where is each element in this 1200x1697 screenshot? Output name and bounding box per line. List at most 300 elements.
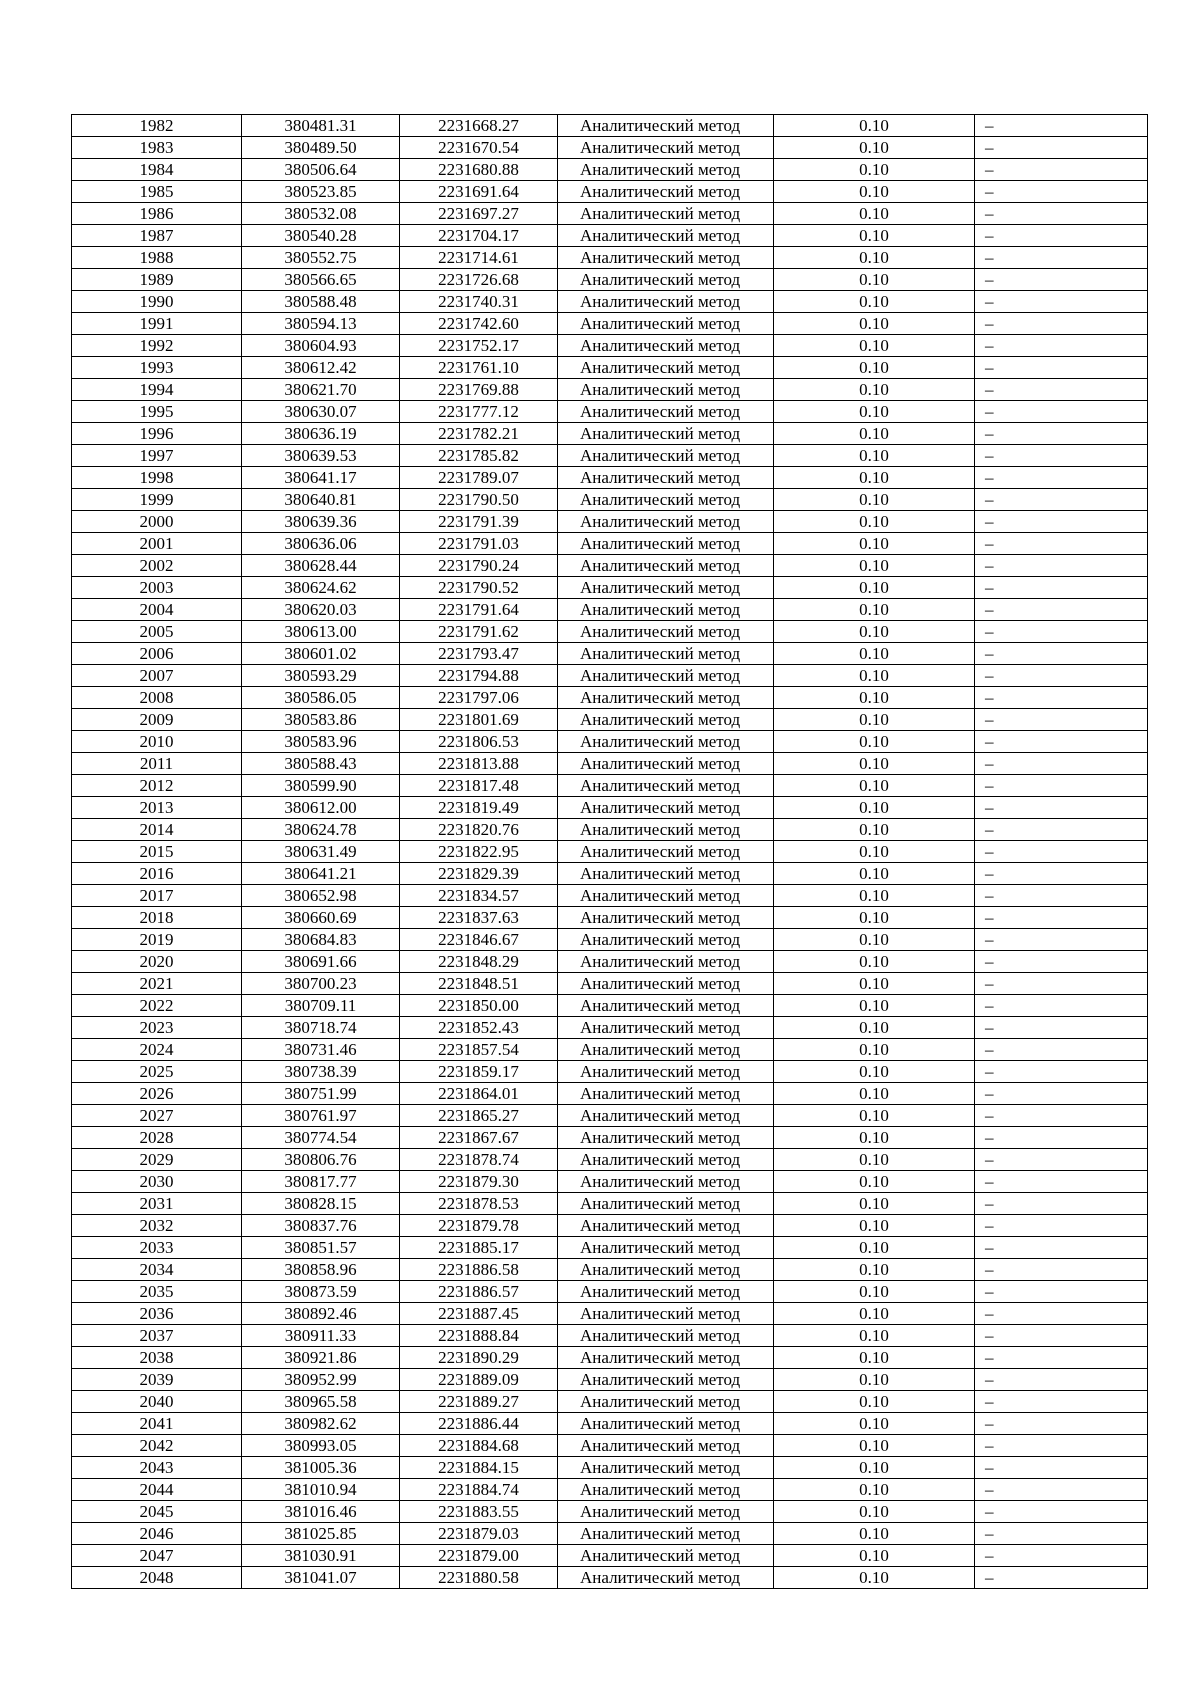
accuracy-cell: 0.10 [774,533,975,555]
table-row [72,819,1148,841]
method-cell: Аналитический метод [558,687,774,709]
y-coordinate-cell: 2231887.45 [400,1303,558,1325]
x-coordinate-cell: 380774.54 [242,1127,400,1149]
method-cell: Аналитический метод [558,731,774,753]
y-coordinate-cell: 2231879.00 [400,1545,558,1567]
note-cell: – [975,203,1148,225]
method-cell: Аналитический метод [558,1039,774,1061]
y-coordinate-cell: 2231740.31 [400,291,558,313]
x-coordinate-cell: 380624.78 [242,819,400,841]
accuracy-cell: 0.10 [774,1281,975,1303]
x-coordinate-cell: 380624.62 [242,577,400,599]
note-cell: – [975,1149,1148,1171]
method-cell: Аналитический метод [558,137,774,159]
method-cell: Аналитический метод [558,907,774,929]
note-cell: – [975,379,1148,401]
accuracy-cell: 0.10 [774,1567,975,1589]
method-cell: Аналитический метод [558,225,774,247]
accuracy-cell: 0.10 [774,819,975,841]
accuracy-cell: 0.10 [774,1501,975,1523]
method-cell: Аналитический метод [558,885,774,907]
note-cell: – [975,1083,1148,1105]
accuracy-cell: 0.10 [774,929,975,951]
x-coordinate-cell: 380621.70 [242,379,400,401]
method-cell: Аналитический метод [558,951,774,973]
method-cell: Аналитический метод [558,335,774,357]
accuracy-cell: 0.10 [774,731,975,753]
point-number-cell: 1998 [72,467,242,489]
table-row [72,159,1148,181]
x-coordinate-cell: 380588.48 [242,291,400,313]
accuracy-cell: 0.10 [774,1479,975,1501]
accuracy-cell: 0.10 [774,1369,975,1391]
x-coordinate-cell: 380631.49 [242,841,400,863]
table-row [72,973,1148,995]
y-coordinate-cell: 2231852.43 [400,1017,558,1039]
note-cell: – [975,313,1148,335]
y-coordinate-cell: 2231726.68 [400,269,558,291]
x-coordinate-cell: 380583.96 [242,731,400,753]
point-number-cell: 1986 [72,203,242,225]
x-coordinate-cell: 380628.44 [242,555,400,577]
table-row [72,1545,1148,1567]
note-cell: – [975,841,1148,863]
point-number-cell: 2044 [72,1479,242,1501]
table-row [72,203,1148,225]
y-coordinate-cell: 2231850.00 [400,995,558,1017]
x-coordinate-cell: 381010.94 [242,1479,400,1501]
accuracy-cell: 0.10 [774,1105,975,1127]
point-number-cell: 2027 [72,1105,242,1127]
accuracy-cell: 0.10 [774,665,975,687]
point-number-cell: 1987 [72,225,242,247]
y-coordinate-cell: 2231886.58 [400,1259,558,1281]
x-coordinate-cell: 380641.21 [242,863,400,885]
accuracy-cell: 0.10 [774,511,975,533]
y-coordinate-cell: 2231769.88 [400,379,558,401]
x-coordinate-cell: 380552.75 [242,247,400,269]
note-cell: – [975,1259,1148,1281]
x-coordinate-cell: 380652.98 [242,885,400,907]
y-coordinate-cell: 2231879.30 [400,1171,558,1193]
method-cell: Аналитический метод [558,1347,774,1369]
x-coordinate-cell: 381005.36 [242,1457,400,1479]
note-cell: – [975,335,1148,357]
note-cell: – [975,1193,1148,1215]
accuracy-cell: 0.10 [774,291,975,313]
method-cell: Аналитический метод [558,709,774,731]
y-coordinate-cell: 2231885.17 [400,1237,558,1259]
x-coordinate-cell: 380586.05 [242,687,400,709]
x-coordinate-cell: 380639.53 [242,445,400,467]
point-number-cell: 2036 [72,1303,242,1325]
accuracy-cell: 0.10 [774,203,975,225]
x-coordinate-cell: 380612.42 [242,357,400,379]
y-coordinate-cell: 2231864.01 [400,1083,558,1105]
table-row [72,335,1148,357]
point-number-cell: 2028 [72,1127,242,1149]
method-cell: Аналитический метод [558,379,774,401]
y-coordinate-cell: 2231697.27 [400,203,558,225]
accuracy-cell: 0.10 [774,797,975,819]
table-row [72,621,1148,643]
table-row [72,1039,1148,1061]
note-cell: – [975,995,1148,1017]
note-cell: – [975,907,1148,929]
x-coordinate-cell: 380851.57 [242,1237,400,1259]
y-coordinate-cell: 2231782.21 [400,423,558,445]
method-cell: Аналитический метод [558,357,774,379]
accuracy-cell: 0.10 [774,1391,975,1413]
table-row [72,731,1148,753]
accuracy-cell: 0.10 [774,1457,975,1479]
y-coordinate-cell: 2231813.88 [400,753,558,775]
note-cell: – [975,819,1148,841]
note-cell: – [975,291,1148,313]
x-coordinate-cell: 380660.69 [242,907,400,929]
method-cell: Аналитический метод [558,1391,774,1413]
accuracy-cell: 0.10 [774,181,975,203]
y-coordinate-cell: 2231791.62 [400,621,558,643]
y-coordinate-cell: 2231790.24 [400,555,558,577]
table-row [72,1017,1148,1039]
y-coordinate-cell: 2231879.03 [400,1523,558,1545]
note-cell: – [975,357,1148,379]
x-coordinate-cell: 380636.19 [242,423,400,445]
method-cell: Аналитический метод [558,1567,774,1589]
point-number-cell: 2029 [72,1149,242,1171]
note-cell: – [975,1215,1148,1237]
point-number-cell: 2033 [72,1237,242,1259]
note-cell: – [975,401,1148,423]
table-row [72,291,1148,313]
method-cell: Аналитический метод [558,1369,774,1391]
accuracy-cell: 0.10 [774,1039,975,1061]
point-number-cell: 2016 [72,863,242,885]
accuracy-cell: 0.10 [774,357,975,379]
method-cell: Аналитический метод [558,1523,774,1545]
table-row [72,577,1148,599]
point-number-cell: 1983 [72,137,242,159]
note-cell: – [975,1435,1148,1457]
point-number-cell: 1995 [72,401,242,423]
method-cell: Аналитический метод [558,1413,774,1435]
table-row [72,555,1148,577]
method-cell: Аналитический метод [558,1325,774,1347]
x-coordinate-cell: 380613.00 [242,621,400,643]
method-cell: Аналитический метод [558,1149,774,1171]
accuracy-cell: 0.10 [774,753,975,775]
method-cell: Аналитический метод [558,1457,774,1479]
accuracy-cell: 0.10 [774,1193,975,1215]
y-coordinate-cell: 2231797.06 [400,687,558,709]
x-coordinate-cell: 380731.46 [242,1039,400,1061]
note-cell: – [975,247,1148,269]
table-row [72,1567,1148,1589]
table-row [72,533,1148,555]
note-cell: – [975,1347,1148,1369]
x-coordinate-cell: 380684.83 [242,929,400,951]
accuracy-cell: 0.10 [774,1303,975,1325]
accuracy-cell: 0.10 [774,1237,975,1259]
point-number-cell: 2025 [72,1061,242,1083]
accuracy-cell: 0.10 [774,1017,975,1039]
accuracy-cell: 0.10 [774,775,975,797]
method-cell: Аналитический метод [558,621,774,643]
x-coordinate-cell: 380599.90 [242,775,400,797]
x-coordinate-cell: 380506.64 [242,159,400,181]
method-cell: Аналитический метод [558,247,774,269]
method-cell: Аналитический метод [558,1215,774,1237]
point-number-cell: 2005 [72,621,242,643]
note-cell: – [975,863,1148,885]
y-coordinate-cell: 2231806.53 [400,731,558,753]
table-row [72,599,1148,621]
x-coordinate-cell: 380604.93 [242,335,400,357]
table-row [72,1061,1148,1083]
note-cell: – [975,269,1148,291]
x-coordinate-cell: 380540.28 [242,225,400,247]
x-coordinate-cell: 380620.03 [242,599,400,621]
point-number-cell: 2008 [72,687,242,709]
table-row [72,225,1148,247]
y-coordinate-cell: 2231785.82 [400,445,558,467]
point-number-cell: 2048 [72,1567,242,1589]
method-cell: Аналитический метод [558,1061,774,1083]
table-row [72,775,1148,797]
accuracy-cell: 0.10 [774,379,975,401]
accuracy-cell: 0.10 [774,1149,975,1171]
y-coordinate-cell: 2231888.84 [400,1325,558,1347]
method-cell: Аналитический метод [558,1171,774,1193]
x-coordinate-cell: 380718.74 [242,1017,400,1039]
note-cell: – [975,1325,1148,1347]
y-coordinate-cell: 2231789.07 [400,467,558,489]
accuracy-cell: 0.10 [774,445,975,467]
table-row [72,1501,1148,1523]
table-row [72,423,1148,445]
table-row [72,137,1148,159]
note-cell: – [975,1457,1148,1479]
y-coordinate-cell: 2231890.29 [400,1347,558,1369]
table-row [72,401,1148,423]
table-row [72,1523,1148,1545]
x-coordinate-cell: 380583.86 [242,709,400,731]
table-row [72,269,1148,291]
y-coordinate-cell: 2231886.44 [400,1413,558,1435]
y-coordinate-cell: 2231889.09 [400,1369,558,1391]
point-number-cell: 2047 [72,1545,242,1567]
accuracy-cell: 0.10 [774,247,975,269]
point-number-cell: 2032 [72,1215,242,1237]
note-cell: – [975,1501,1148,1523]
note-cell: – [975,577,1148,599]
x-coordinate-cell: 380691.66 [242,951,400,973]
y-coordinate-cell: 2231829.39 [400,863,558,885]
y-coordinate-cell: 2231867.67 [400,1127,558,1149]
y-coordinate-cell: 2231848.29 [400,951,558,973]
x-coordinate-cell: 380594.13 [242,313,400,335]
accuracy-cell: 0.10 [774,225,975,247]
y-coordinate-cell: 2231777.12 [400,401,558,423]
table-row [72,1479,1148,1501]
method-cell: Аналитический метод [558,819,774,841]
note-cell: – [975,445,1148,467]
x-coordinate-cell: 380892.46 [242,1303,400,1325]
x-coordinate-cell: 380612.00 [242,797,400,819]
method-cell: Аналитический метод [558,489,774,511]
point-number-cell: 2015 [72,841,242,863]
point-number-cell: 2017 [72,885,242,907]
x-coordinate-cell: 380481.31 [242,115,400,137]
x-coordinate-cell: 380993.05 [242,1435,400,1457]
method-cell: Аналитический метод [558,291,774,313]
x-coordinate-cell: 380641.17 [242,467,400,489]
point-number-cell: 2040 [72,1391,242,1413]
point-number-cell: 2006 [72,643,242,665]
point-number-cell: 2043 [72,1457,242,1479]
table-row [72,1413,1148,1435]
y-coordinate-cell: 2231884.74 [400,1479,558,1501]
note-cell: – [975,225,1148,247]
method-cell: Аналитический метод [558,1545,774,1567]
note-cell: – [975,775,1148,797]
point-number-cell: 2045 [72,1501,242,1523]
accuracy-cell: 0.10 [774,643,975,665]
method-cell: Аналитический метод [558,203,774,225]
table-row [72,1303,1148,1325]
accuracy-cell: 0.10 [774,1171,975,1193]
method-cell: Аналитический метод [558,555,774,577]
note-cell: – [975,951,1148,973]
note-cell: – [975,1105,1148,1127]
method-cell: Аналитический метод [558,1501,774,1523]
y-coordinate-cell: 2231817.48 [400,775,558,797]
x-coordinate-cell: 380858.96 [242,1259,400,1281]
note-cell: – [975,511,1148,533]
x-coordinate-cell: 380630.07 [242,401,400,423]
accuracy-cell: 0.10 [774,1347,975,1369]
accuracy-cell: 0.10 [774,599,975,621]
x-coordinate-cell: 381016.46 [242,1501,400,1523]
y-coordinate-cell: 2231761.10 [400,357,558,379]
note-cell: – [975,1171,1148,1193]
y-coordinate-cell: 2231820.76 [400,819,558,841]
table-row [72,1215,1148,1237]
note-cell: – [975,533,1148,555]
y-coordinate-cell: 2231886.57 [400,1281,558,1303]
table-row [72,1325,1148,1347]
accuracy-cell: 0.10 [774,159,975,181]
x-coordinate-cell: 380566.65 [242,269,400,291]
point-number-cell: 2020 [72,951,242,973]
method-cell: Аналитический метод [558,269,774,291]
accuracy-cell: 0.10 [774,335,975,357]
point-number-cell: 2037 [72,1325,242,1347]
point-number-cell: 2018 [72,907,242,929]
table-row [72,1281,1148,1303]
accuracy-cell: 0.10 [774,137,975,159]
x-coordinate-cell: 380523.85 [242,181,400,203]
point-number-cell: 2021 [72,973,242,995]
y-coordinate-cell: 2231670.54 [400,137,558,159]
note-cell: – [975,731,1148,753]
y-coordinate-cell: 2231704.17 [400,225,558,247]
x-coordinate-cell: 380588.43 [242,753,400,775]
y-coordinate-cell: 2231668.27 [400,115,558,137]
y-coordinate-cell: 2231819.49 [400,797,558,819]
method-cell: Аналитический метод [558,1105,774,1127]
method-cell: Аналитический метод [558,511,774,533]
point-number-cell: 1990 [72,291,242,313]
y-coordinate-cell: 2231889.27 [400,1391,558,1413]
method-cell: Аналитический метод [558,159,774,181]
table-row [72,1259,1148,1281]
table-row [72,115,1148,137]
x-coordinate-cell: 380636.06 [242,533,400,555]
y-coordinate-cell: 2231793.47 [400,643,558,665]
table-row [72,1457,1148,1479]
y-coordinate-cell: 2231691.64 [400,181,558,203]
table-row [72,841,1148,863]
accuracy-cell: 0.10 [774,841,975,863]
y-coordinate-cell: 2231794.88 [400,665,558,687]
method-cell: Аналитический метод [558,665,774,687]
x-coordinate-cell: 381025.85 [242,1523,400,1545]
y-coordinate-cell: 2231790.52 [400,577,558,599]
method-cell: Аналитический метод [558,115,774,137]
point-number-cell: 2003 [72,577,242,599]
method-cell: Аналитический метод [558,445,774,467]
accuracy-cell: 0.10 [774,709,975,731]
point-number-cell: 1988 [72,247,242,269]
x-coordinate-cell: 380601.02 [242,643,400,665]
point-number-cell: 2026 [72,1083,242,1105]
accuracy-cell: 0.10 [774,401,975,423]
x-coordinate-cell: 380640.81 [242,489,400,511]
note-cell: – [975,489,1148,511]
table-row [72,1347,1148,1369]
point-number-cell: 1985 [72,181,242,203]
point-number-cell: 2041 [72,1413,242,1435]
method-cell: Аналитический метод [558,1303,774,1325]
point-number-cell: 2034 [72,1259,242,1281]
x-coordinate-cell: 380639.36 [242,511,400,533]
point-number-cell: 2031 [72,1193,242,1215]
y-coordinate-cell: 2231878.53 [400,1193,558,1215]
method-cell: Аналитический метод [558,775,774,797]
note-cell: – [975,1039,1148,1061]
table-row [72,489,1148,511]
table-row [72,1391,1148,1413]
x-coordinate-cell: 380806.76 [242,1149,400,1171]
point-number-cell: 2023 [72,1017,242,1039]
note-cell: – [975,1017,1148,1039]
table-row [72,1369,1148,1391]
y-coordinate-cell: 2231791.03 [400,533,558,555]
y-coordinate-cell: 2231791.39 [400,511,558,533]
table-row [72,665,1148,687]
point-number-cell: 2014 [72,819,242,841]
table-row [72,1127,1148,1149]
coordinates-table [71,114,1148,1589]
point-number-cell: 2012 [72,775,242,797]
accuracy-cell: 0.10 [774,973,975,995]
x-coordinate-cell: 380761.97 [242,1105,400,1127]
y-coordinate-cell: 2231865.27 [400,1105,558,1127]
table-row [72,1237,1148,1259]
note-cell: – [975,1523,1148,1545]
